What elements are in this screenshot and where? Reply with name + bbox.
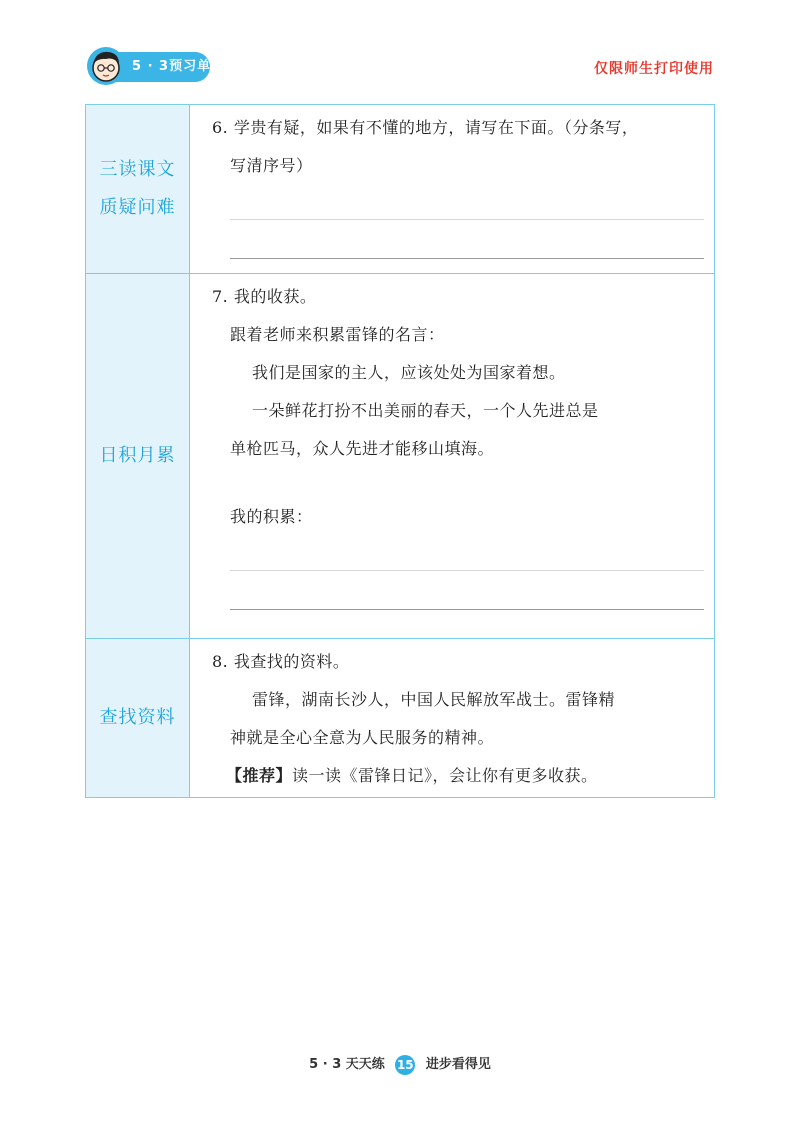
quote-text: 单枪匹马，众人先进才能移山填海。 — [230, 439, 495, 458]
section-content — [190, 274, 715, 639]
my-accumulation-label: 我的积累： — [230, 507, 313, 526]
answer-line[interactable] — [230, 571, 704, 610]
research-text: 神就是全心全意为人民服务的精神。 — [230, 728, 495, 747]
page-footer — [0, 1053, 800, 1075]
spacer — [212, 468, 704, 498]
quote-text: 一朵鲜花打扮不出美丽的春天，一个人先进总是 — [252, 401, 599, 420]
question-6-continued: 写清序号） — [230, 156, 313, 175]
question-7: 7. 我的收获。 — [212, 287, 317, 306]
footer-series: 5 · 3 天天练 — [309, 1057, 385, 1072]
badge-label: 5 · 3预习单 — [132, 59, 212, 74]
recommend-line — [212, 757, 704, 795]
question-8: 8. 我查找的资料。 — [212, 652, 350, 671]
section-label-line: 查找资料 — [99, 707, 176, 728]
page-header — [0, 0, 800, 100]
print-notice: 仅限师生打印使用 — [594, 61, 714, 77]
student-avatar-icon — [86, 46, 126, 86]
footer-slogan: 进步看得见 — [425, 1057, 491, 1072]
intro-text: 跟着老师来积累雷锋的名言： — [230, 325, 445, 344]
answer-line[interactable] — [230, 185, 704, 220]
section-label-line: 质疑问难 — [99, 197, 176, 218]
section-label — [86, 105, 190, 274]
answer-line[interactable] — [230, 536, 704, 571]
section-label-line: 日积月累 — [99, 445, 176, 466]
section-label — [86, 639, 190, 798]
question-6: 6. 学贵有疑，如果有不懂的地方，请写在下面。（分条写， — [212, 118, 639, 137]
section-label-line: 三读课文 — [99, 159, 176, 180]
section-label — [86, 274, 190, 639]
research-text: 雷锋，湖南长沙人，中国人民解放军战士。雷锋精 — [252, 690, 616, 709]
section-row-questions — [86, 105, 715, 274]
answer-line[interactable] — [230, 220, 704, 259]
section-content — [190, 639, 715, 798]
quote-text: 我们是国家的主人，应该处处为国家着想。 — [252, 363, 566, 382]
section-row-research — [86, 639, 715, 798]
section-content — [190, 105, 715, 274]
recommend-text: 读一读《雷锋日记》，会让你有更多收获。 — [292, 766, 598, 785]
recommend-tag: 【推荐】 — [226, 766, 293, 785]
worksheet-table — [85, 104, 715, 798]
section-row-accumulation — [86, 274, 715, 639]
page-number: 15 — [395, 1055, 415, 1075]
